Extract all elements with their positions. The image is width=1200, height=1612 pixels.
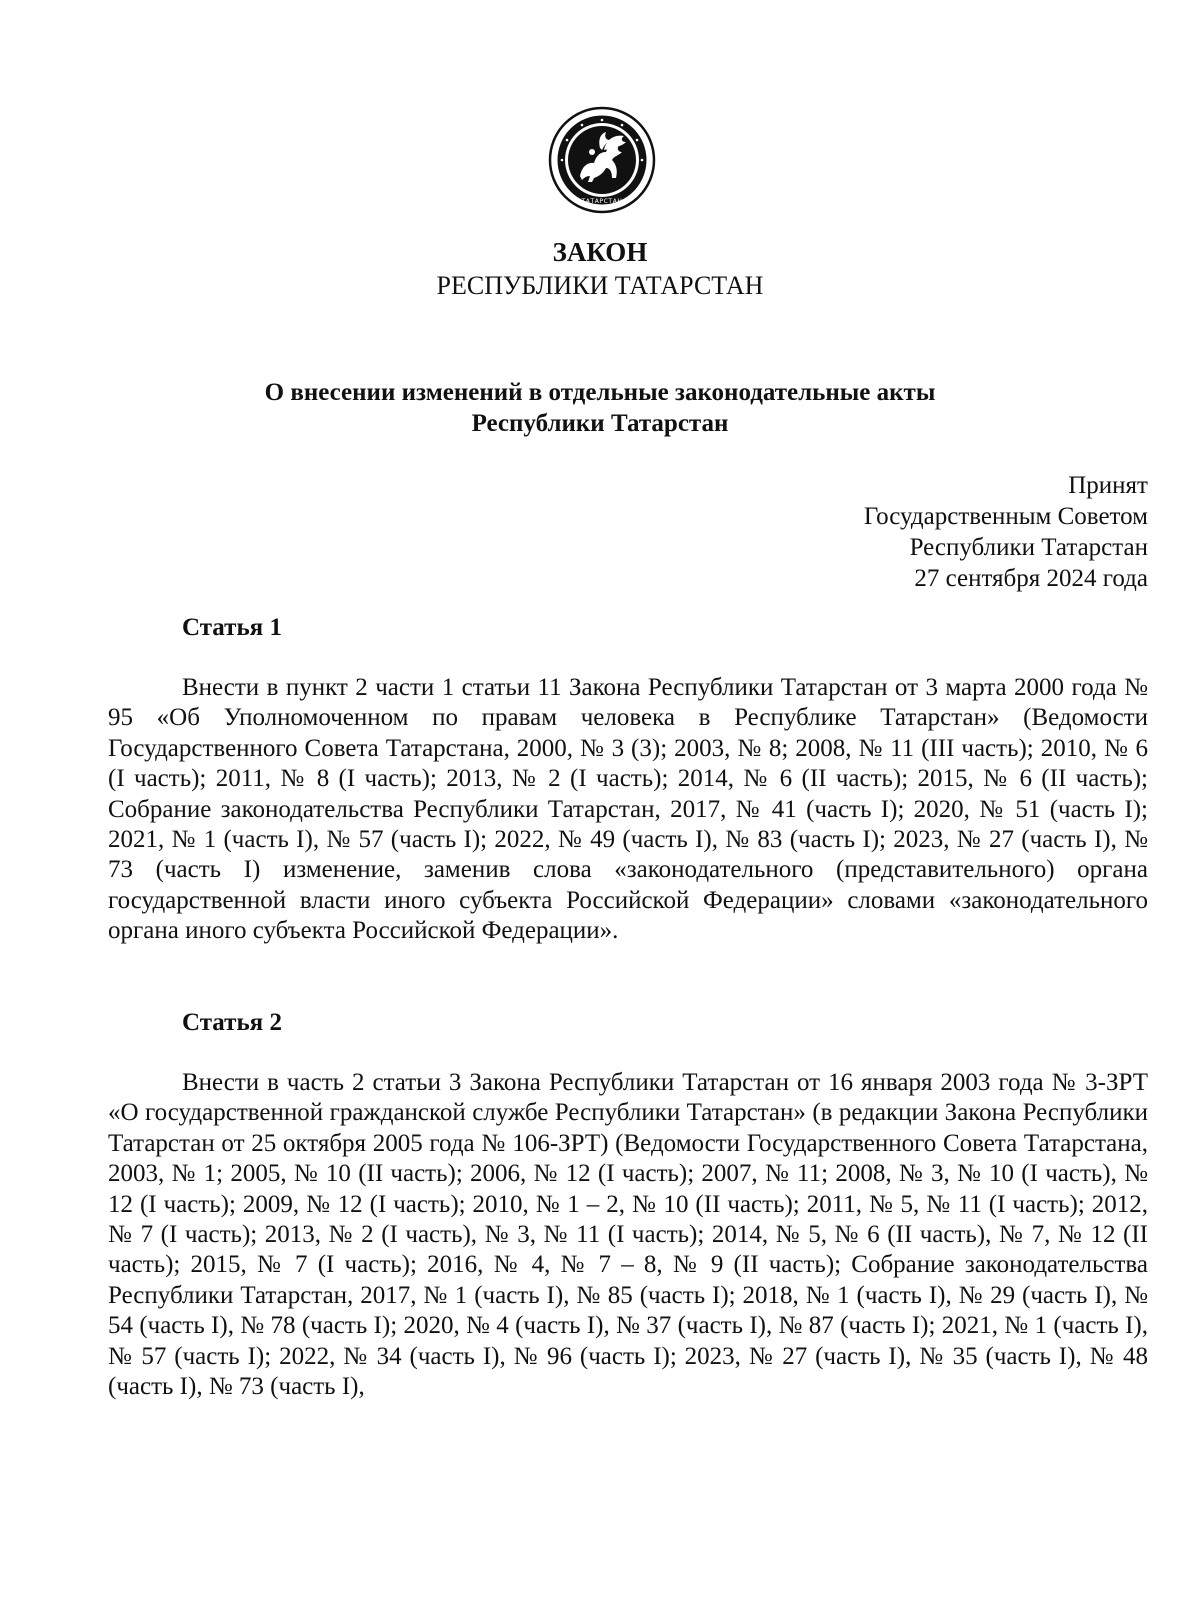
article-2-text: Внести в часть 2 статьи 3 Закона Республики Татарстан от 16 января 2003 года № 3-ЗРТ «О государственной гражданской службе Республики Татарстан» (в редакции Закона Республики Татарстан от 25 октября 2005 года № 106-ЗРТ) (Ведомости Государственного Совета Татарстана, 2003, № 1; 2005, № 10 (II часть); 2006, № 12 (I часть); 2007, № 11; 2008, № 3, № 10 (I часть), № 12 (I часть); 2009, № 12 (I часть); 2010, № 1 – 2, № 10 (II часть); 2011, № 5, № 11 (I часть); 2012, № 7 (I часть); 2013, № 2 (I часть), № 3, № 11 (I часть); 2014, № 5, № 6 (II часть), № 7, № 12 (II часть); 2015, № 7 (I часть); 2016, № 4, № 7 – 8, № 9 (II часть); Собрание законодательства Республики Татарстан, 2017, № 1 (часть I), № 85 (часть I); 2018, № 1 (часть I), № 29 (часть I), № 54 (часть I), № 78 (часть I); 2020, № 4 (часть I), № 37 (часть I), № 87 (часть I); 2021, № 1 (часть I), № 57 (часть I); 2022, № 34 (часть I), № 96 (часть I); 2023, № 27 (часть I), № 35 (часть I), № 48 (часть I), № 73 (часть I), xyxy=(108,1069,1148,1401)
coat-of-arms-emblem xyxy=(548,106,656,214)
subject-line-1: О внесении изменений в отдельные законодательные акты xyxy=(264,379,936,406)
law-subject xyxy=(0,377,1200,439)
adoption-block xyxy=(864,470,1148,594)
article-1-text: Внести в пункт 2 части 1 статьи 11 Закона Республики Татарстан от 3 марта 2000 года № 95 «Об Уполномоченном по правам человека в Республике Татарстан» (Ведомости Государственного Совета Татарстана, 2000, № 3 (3); 2003, № 8; 2008, № 11 (III часть); 2010, № 6 (I часть); 2011, № 8 (I часть); 2013, № 2 (I часть); 2014, № 6 (II часть); 2015, № 6 (II часть); Собрание законодательства Республики Татарстан, 2017, № 41 (часть I); 2020, № 51 (часть I); 2021, № 1 (часть I), № 57 (часть I); 2022, № 49 (часть I), № 83 (часть I); 2023, № 27 (часть I), № 73 (часть I) изменение, заменив слова «законодательного (представительного) органа государственной власти иного субъекта Российской Федерации» словами «законодательного органа иного субъекта Российской Федерации». xyxy=(108,674,1148,945)
law-word: ЗАКОН xyxy=(552,237,648,267)
adopted-line-2: Государственным Советом xyxy=(863,503,1148,530)
emblem-ring-text: ТАТАРСТАН xyxy=(581,198,623,205)
republic-name: РЕСПУБЛИКИ ТАТАРСТАН xyxy=(436,271,764,300)
subject-line-2: Республики Татарстан xyxy=(471,410,729,437)
adopted-line-1: Принят xyxy=(1068,472,1148,499)
article-1-heading: Статья 1 xyxy=(182,614,282,641)
document-title xyxy=(0,236,1200,302)
adopted-line-3: Республики Татарстан xyxy=(909,534,1148,561)
article-2-heading: Статья 2 xyxy=(182,1009,282,1036)
adopted-date: 27 сентября 2024 года xyxy=(914,565,1148,592)
tatarstan-coat-of-arms-icon xyxy=(548,106,656,214)
